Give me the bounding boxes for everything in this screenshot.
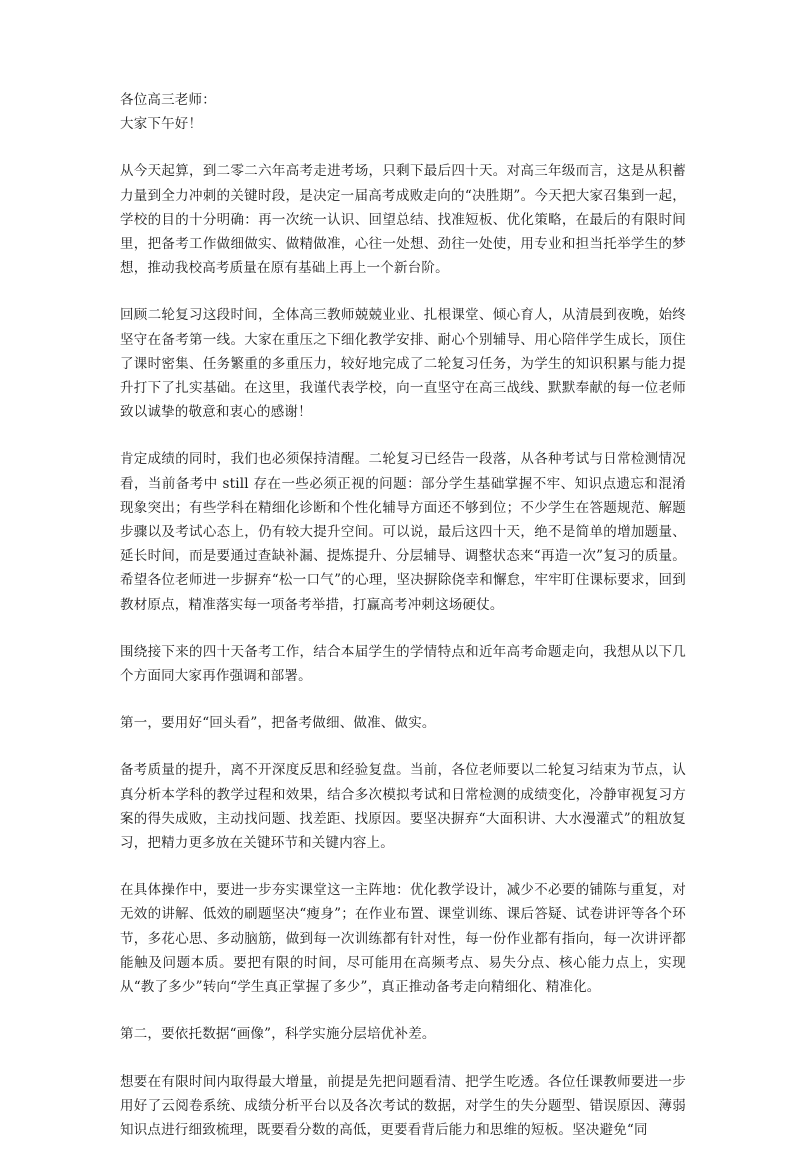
section-heading-1: 第一，要用好“回头看”，把备考做细、做准、做实。 — [120, 715, 436, 732]
paragraph-section1-b: 在具体操作中，要进一步夯实课堂这一主阵地：优化教学设计，减少不必要的铺陈与重复，对无效的讲解、低效的刷题坚决“瘦身”；在作业布置、课堂训练、课后答疑、试卷讲评等各个环节，多花心思、多动脑筋，做到每一次训练都有针对性，每一份作业都有指向，每一次讲评都能触及问题本质。要把有限的时间，尽可能用在高频考点、易失分点、核心能力点上，实现从“教了多少”转向“学生真正掌握了多少”，真正推动备考走向精细化、精准化。 — [120, 882, 686, 996]
paragraph-transition: 围绕接下来的四十天备考工作，结合本届学生的学情特点和近年高考命题走向，我想从以下几个方面同大家再作强调和部署。 — [120, 643, 686, 685]
greeting-line: 大家下午好！ — [120, 116, 203, 133]
paragraph-section1-a: 备考质量的提升，离不开深度反思和经验复盘。当前，各位老师要以二轮复习结束为节点，认真分析本学科的教学过程和效果，结合多次模拟考试和日常检测的成绩变化，冷静审视复习方案的得失成败，主动找问题、找差距、找原因。要坚决摒弃“大面积讲、大水漫灌式”的粗放复习，把精力更多放在关键环节和关键内容上。 — [120, 762, 686, 852]
section-heading-2: 第二，要依托数据“画像”，科学实施分层培优补差。 — [120, 1026, 436, 1043]
letter-body — [120, 88, 686, 1165]
paragraph-review: 回顾二轮复习这段时间，全体高三教师兢兢业业、扎根课堂、倾心育人，从清晨到夜晚，始终坚守在备考第一线。大家在重压之下细化教学安排、耐心个别辅导、用心陪伴学生成长，顶住了课时密集、任务繁重的多重压力，较好地完成了二轮复习任务，为学生的知识积累与能力提升打下了扎实基础。在这里，我谨代表学校，向一直坚守在高三战线、默默奉献的每一位老师致以诚挚的敬意和衷心的感谢！ — [120, 307, 686, 421]
paragraph-intro: 从今天起算，到二零二六年高考走进考场，只剩下最后四十天。对高三年级而言，这是从积蓄力量到全力冲刺的关键时段，是决定一届高考成败走向的“决胜期”。今天把大家召集到一起，学校的目的十分明确：再一次统一认识、回望总结、找准短板、优化策略，在最后的有限时间里，把备考工作做细做实、做精做准，心往一处想、劲往一处使，用专业和担当托举学生的梦想，推动我校高考质量在原有基础上再上一个新台阶。 — [120, 163, 686, 277]
salutation: 各位高三老师： — [120, 92, 216, 108]
paragraph-problems: 肯定成绩的同时，我们也必须保持清醒。二轮复习已经告一段落，从各种考试与日常检测情况看，当前备考中 still 存在一些必须正视的问题：部分学生基础掌握不牢、知识点遗忘和混淆现象突出；有些学科在精细化诊断和个性化辅导方面还不够到位；不少学生在答题规范、解题步骤以及考试心态上，仍有较大提升空间。可以说，最后这四十天，绝不是简单的增加题量、延长时间，而是要通过查缺补漏、提炼提升、分层辅导、调整状态来“再造一次”复习的质量。希望各位老师进一步摒弃“松一口气”的心理，坚决摒除侥幸和懈怠，牢牢盯住课标要求，回到教材原点，精准落实每一项备考举措，打赢高考冲刺这场硬仗。 — [120, 451, 686, 613]
paragraph-section2-a: 想要在有限时间内取得最大增量，前提是先把问题看清、把学生吃透。各位任课教师要进一步用好了云阅卷系统、成绩分析平台以及各次考试的数据，对学生的失分题型、错误原因、薄弱知识点进行细致梳理，既要看分数的高低，更要看背后能力和思维的短板。坚决避免“同 — [120, 1073, 686, 1138]
